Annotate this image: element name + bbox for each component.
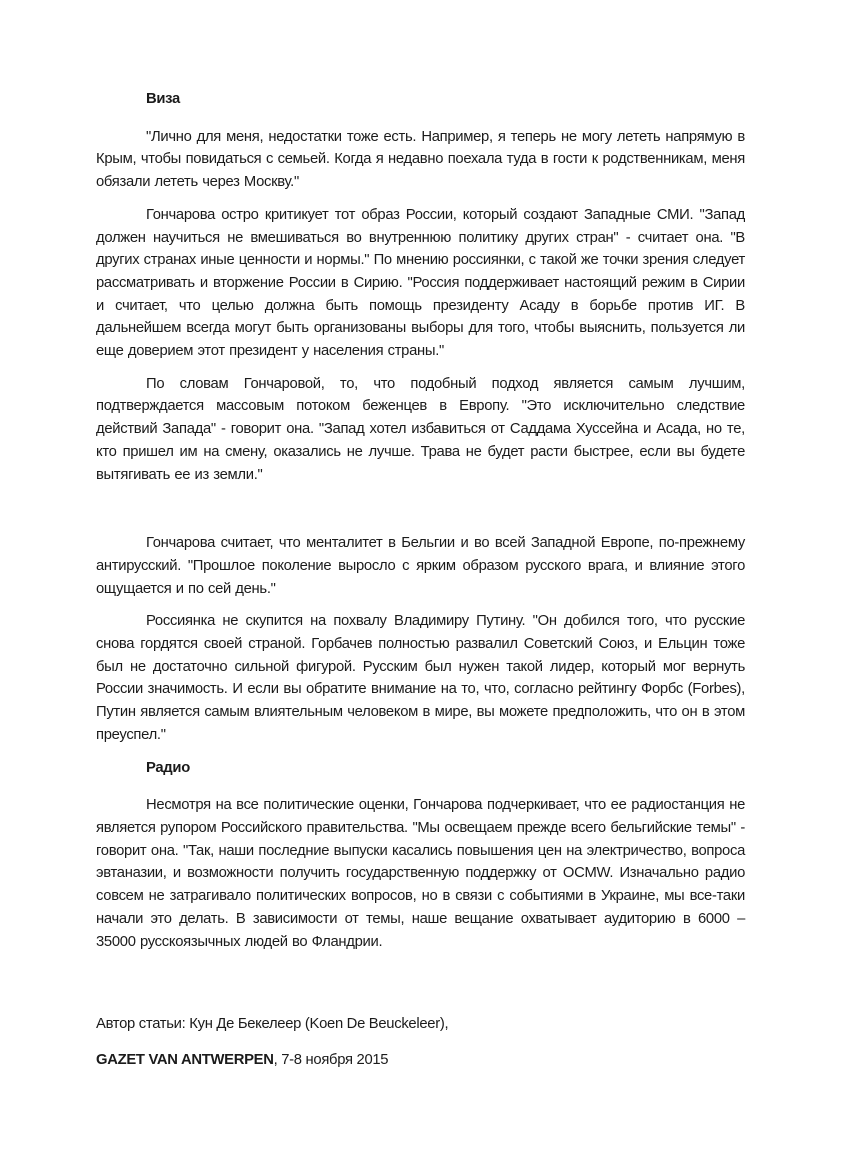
section-heading-visa: Виза [146, 91, 180, 107]
blank-line [96, 963, 745, 1013]
paragraph-visa-quote: "Лично для меня, недостатки тоже есть. Например, я теперь не могу лететь напрямую в Крым, чтобы повидаться с семьей. Когда я недавно поехала туда в гости к родственникам, меня обязали лететь через Москву." [96, 128, 745, 191]
source-line [96, 1049, 745, 1072]
author-line: Автор статьи: Кун Де Бекелеер (Koen De Beuckeleer), [96, 1016, 449, 1033]
paragraph-mentality: Гончарова считает, что менталитет в Бельгии и во всей Западной Европе, по-прежнему антирусский. "Прошлое поколение выросло с ярким образом русского врага, и влияние этого ощущается и по сей день." [96, 535, 745, 597]
paragraph-putin-praise: Россиянка не скупится на похвалу Владимиру Путину. "Он добился того, что русские снова гордятся своей страной. Горбачев полностью развалил Советский Союз, и Ельцин тоже был не достаточно сильной фигурой. Русским был нужен такой лидер, который мог вернуть России значимость. И если вы обратите внимание на то, что, согласно рейтингу Форбс (Forbes), Путин является самым влиятельным человеком в мире, вы можете предположить, что он в этом преуспел." [96, 613, 745, 743]
paragraph-western-media: Гончарова остро критикует тот образ России, который создают Западные СМИ. "Запад должен научиться не вмешиваться во внутреннюю политику других стран" - считает она. "В других странах иные ценности и нормы." По мнению россиянки, с такой же точки зрения следует рассматривать и вторжение России в Сирию. "Россия поддерживает настоящий режим в Сирии и считает, что целью должна быть помощь президенту Асаду в борьбе против ИГ. В дальнейшем всегда могут быть организованы выборы для того, чтобы выяснить, пользуется ли еще доверием этот президент у населения страны." [96, 206, 745, 360]
section-heading-radio: Радио [146, 759, 190, 776]
source-publication-name: GAZET VAN ANTWERPEN [96, 1051, 274, 1068]
blank-line [96, 496, 745, 532]
source-date: , 7-8 ноября 2015 [273, 1051, 389, 1068]
paragraph-refugees: По словам Гончаровой, то, что подобный подход является самым лучшим, подтверждается массовым потоком беженцев в Европу. "Это исключительно следствие действий Запада" - говорит она. "Запад хотел избавиться от Саддама Хуссейна и Асада, но те, кто пришел им на смену, оказались не лучше. Трава не будет расти быстрее, если вы будете вытягивать ее из земли." [96, 375, 745, 483]
paragraph-radio-station: Несмотря на все политические оценки, Гончарова подчеркивает, что ее радиостанция не является рупором Российского правительства. "Мы освещаем прежде всего бельгийские темы" - говорит она. "Так, наши последние выпуски касались повышения цен на электричество, вопроса эвтаназии, и возможности получить государственную поддержку от OCMW. Изначально радио совсем не затрагивало политических вопросов, но в связи с событиями в Украине, мы все-таки начали это делать. В зависимости от темы, наше вещание охватывает аудиторию в 6000 – 35000 русскоязычных людей во Фландрии. [96, 797, 745, 950]
